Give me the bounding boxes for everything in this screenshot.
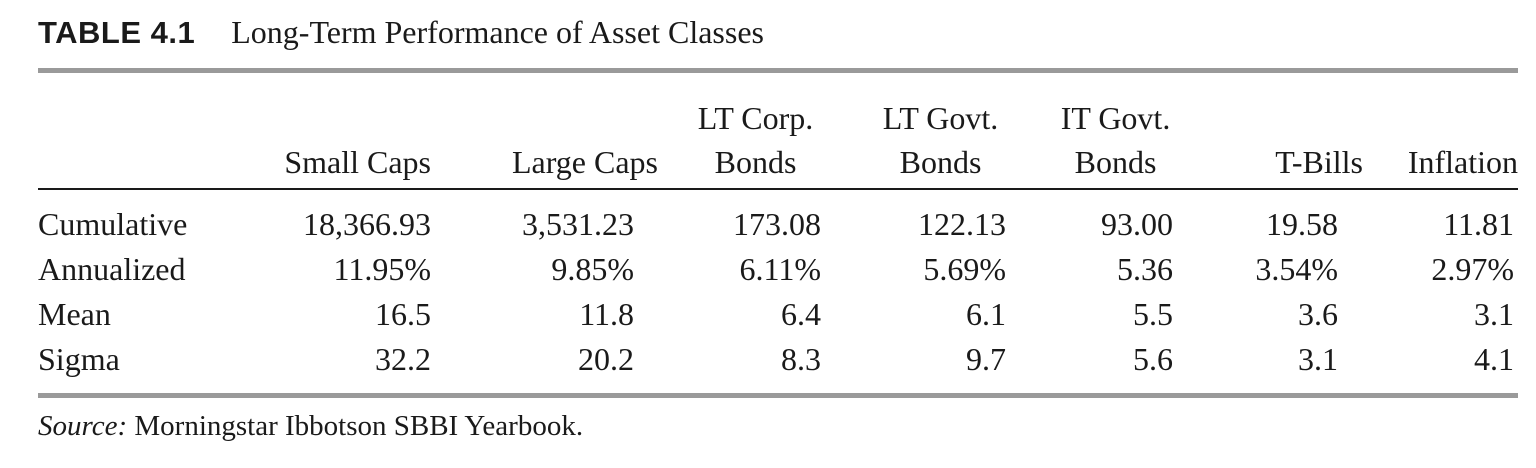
table-cell: 16.5 [375,296,431,332]
table-cell: 9.7 [966,341,1006,377]
table-cell: 20.2 [578,341,634,377]
table-cell: 122.13 [918,206,1006,242]
table-number: TABLE 4.1 [38,15,196,50]
row-label: Mean [38,296,111,332]
table-cell: 6.4 [781,296,821,332]
table-row-sigma [38,337,1518,382]
table-cell: 4.1 [1474,341,1514,377]
table-cell: 11.95% [333,251,431,287]
performance-table [38,88,1518,382]
table-cell: 5.36 [1117,251,1173,287]
table-cell: 19.58 [1266,206,1338,242]
table-cell: 3,531.23 [522,206,634,242]
row-label: Sigma [38,341,120,377]
column-header-it-govt-bonds: IT Govt. Bonds [1060,100,1171,180]
top-rule [38,68,1518,73]
table-cell: 3.1 [1474,296,1514,332]
table-cell: 2.97% [1431,251,1514,287]
row-label-header [38,88,238,184]
table-title-row [38,14,764,58]
source-label: Source: [38,410,128,442]
column-header-small-caps: Small Caps [284,144,431,180]
table-cell: 6.11% [739,251,821,287]
bottom-rule [38,393,1518,398]
column-header-lt-govt-bonds: LT Govt. Bonds [882,100,999,180]
table-cell: 3.1 [1298,341,1338,377]
header-row [38,88,1518,184]
column-header-lt-corp-bonds: LT Corp. Bonds [697,100,814,180]
row-label: Cumulative [38,206,188,242]
table-title: Long-Term Performance of Asset Classes [231,14,764,50]
table-cell: 32.2 [375,341,431,377]
column-header-inflation: Inflation [1407,144,1518,180]
table-cell: 6.1 [966,296,1006,332]
column-header-t-bills: T-Bills [1275,144,1363,180]
source-note [38,410,583,443]
table-row-annualized [38,247,1518,292]
table-row-cumulative [38,202,1518,247]
row-label: Annualized [38,251,186,287]
table-cell: 18,366.93 [303,206,431,242]
table-cell: 11.81 [1443,206,1514,242]
table-cell: 11.8 [579,296,634,332]
table-row-mean [38,292,1518,337]
table-cell: 173.08 [733,206,821,242]
table-cell: 3.6 [1298,296,1338,332]
source-text: Morningstar Ibbotson SBBI Yearbook. [127,410,584,442]
table-cell: 5.5 [1133,296,1173,332]
table-cell: 8.3 [781,341,821,377]
table-cell: 93.00 [1101,206,1173,242]
table-cell: 9.85% [551,251,634,287]
table-cell: 5.69% [923,251,1006,287]
header-spacer [38,184,1518,202]
table-cell: 3.54% [1255,251,1338,287]
column-header-large-caps: Large Caps [511,144,658,180]
table-cell: 5.6 [1133,341,1173,377]
